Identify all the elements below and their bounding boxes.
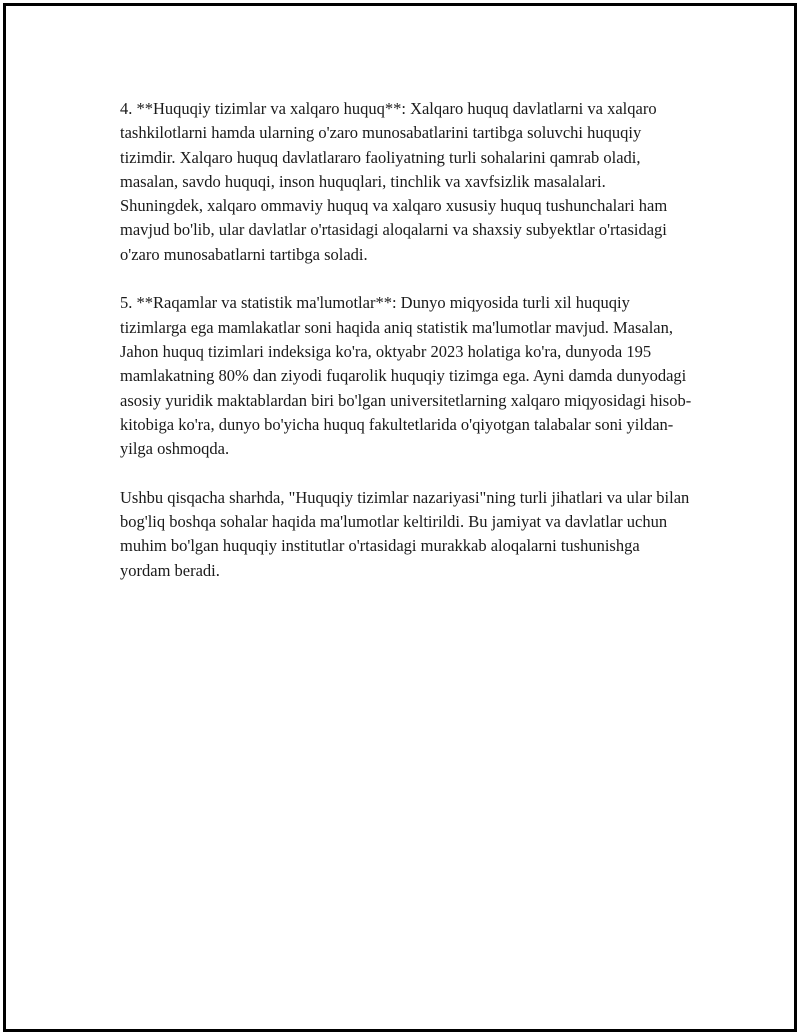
document-page — [3, 3, 797, 1032]
document-body — [120, 97, 692, 607]
paragraph-international-law: 4. **Huquqiy tizimlar va xalqaro huquq**: Xalqaro huquq davlatlarni va xalqaro tashkilotlarni hamda ularning o'zaro munosabatlarini tartibga soluvchi huquqiy tizimdir. Xalqaro huquq davlatlararo faoliyatning turli sohalarini qamrab oladi, masalan, savdo huquqi, inson huquqlari, tinchlik va xavfsizlik masalalari. Shuningdek, xalqaro ommaviy huquq va xalqaro xususiy huquq tushunchalari ham mavjud bo'lib, ular davlatlar o'rtasidagi aloqalarni va shaxsiy subyektlar o'rtasidagi o'zaro munosabatlarni tartibga soladi. — [120, 99, 668, 264]
paragraph-statistics: 5. **Raqamlar va statistik ma'lumotlar**: Dunyo miqyosida turli xil huquqiy tizimlarga ega mamlakatlar soni haqida aniq statistik ma'lumotlar mavjud. Masalan, Jahon huquq tizimlari indeksiga ko'ra, oktyabr 2023 holatiga ko'ra, dunyoda 195 mamlakatning 80% dan ziyodi fuqarolik huquqiy tizimga ega. Ayni damda dunyodagi asosiy yuridik maktablardan biri bo'lgan universitetlarning xalqaro miqyosidagi hisob-kitobiga ko'ra, dunyo bo'yicha huquq fakultetlarida o'qiyotgan talabalar soni yildan-yilga oshmoqda. — [120, 293, 692, 459]
paragraph-summary: Ushbu qisqacha sharhda, "Huquqiy tizimlar nazariyasi"ning turli jihatlari va ular bilan bog'liq boshqa sohalar haqida ma'lumotlar keltirildi. Bu jamiyat va davlatlar uchun muhim bo'lgan huquqiy institutlar o'rtasidagi murakkab aloqalarni tushunishga yordam beradi. — [120, 487, 690, 580]
